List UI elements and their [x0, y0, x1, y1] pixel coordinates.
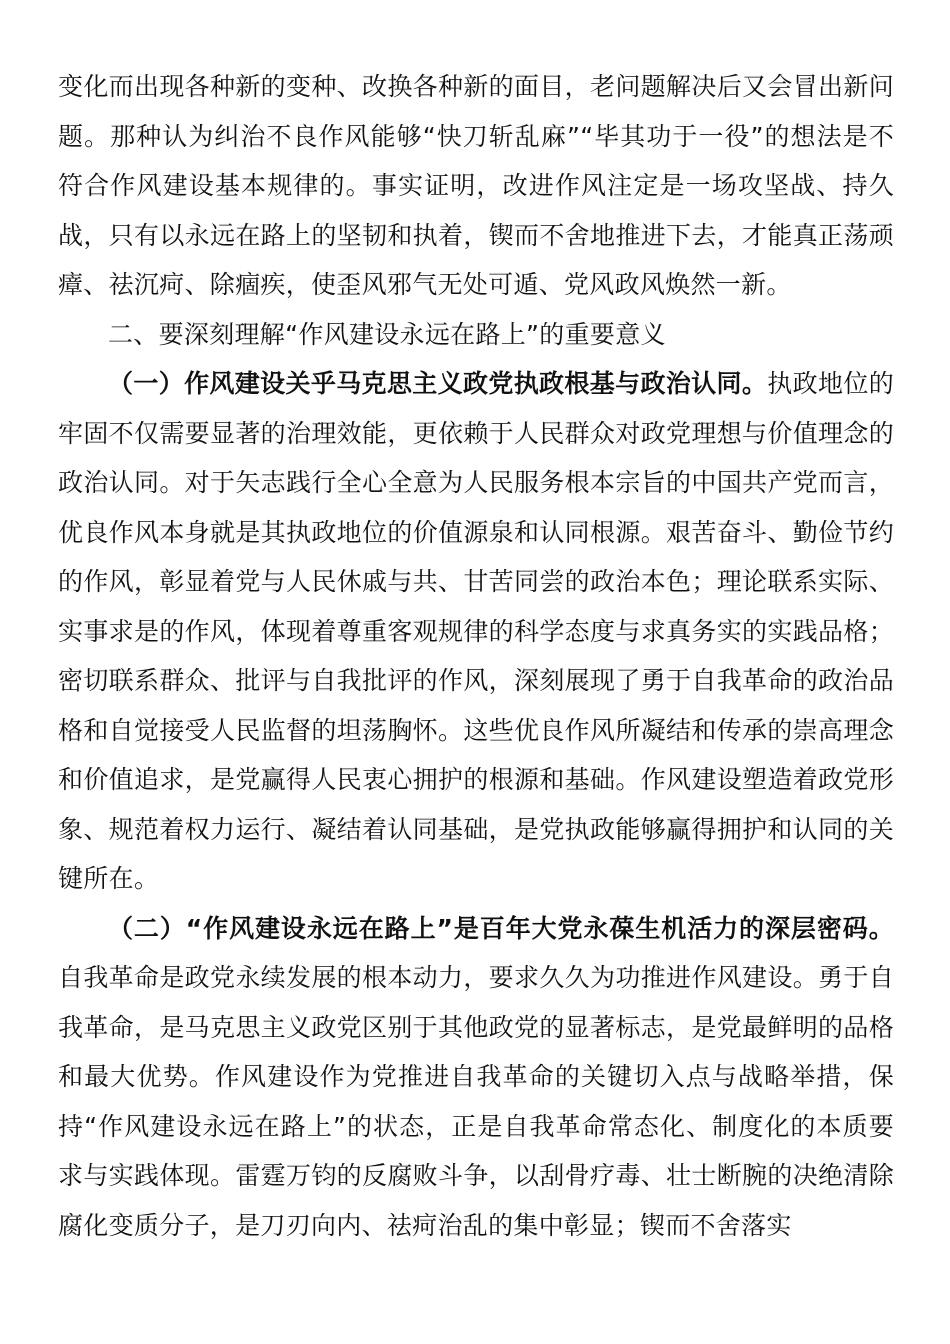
paragraph-subsection-1 [58, 359, 894, 904]
document-page [58, 62, 894, 1250]
subsection-2-title: （二）“作风建设永远在路上”是百年大党永葆生机活力的深层密码。 [108, 913, 894, 943]
subsection-2-body: 自我革命是政党永续发展的根本动力，要求久久为功推进作风建设。勇于自我革命，是马克思主义政党区别于其他政党的显著标志，是党最鲜明的品格和最大优势。作风建设作为党推进自我革命的关键切入点与战略举措，保持“作风建设永远在路上”的状态，正是自我革命常态化、制度化的本质要求与实践体现。雷霆万钧的反腐败斗争，以刮骨疗毒、壮士断腕的决绝清除腐化变质分子，是刀刃向内、祛疴治乱的集中彰显；锲而不舍落实 [58, 963, 894, 1240]
subsection-1-body: 执政地位的牢固不仅需要显著的治理效能，更依赖于人民群众对政党理想与价值理念的政治认同。对于矢志践行全心全意为人民服务根本宗旨的中国共产党而言，优良作风本身就是其执政地位的价值源泉和认同根源。艰苦奋斗、勤俭节约的作风，彰显着党与人民休戚与共、甘苦同尝的政治本色；理论联系实际、实事求是的作风，体现着尊重客观规律的科学态度与求真务实的实践品格；密切联系群众、批评与自我批评的作风，深刻展现了勇于自我革命的政治品格和自觉接受人民监督的坦荡胸怀。这些优良作风所凝结和传承的崇高理念和价值追求，是党赢得人民衷心拥护的根源和基础。作风建设塑造着政党形象、规范着权力运行、凝结着认同基础，是党执政能够赢得拥护和认同的关键所在。 [58, 369, 894, 893]
paragraph-subsection-2 [58, 904, 894, 1251]
paragraph-continuation: 变化而出现各种新的变种、改换各种新的面目，老问题解决后又会冒出新问题。那种认为纠治不良作风能够“快刀斩乱麻”“毕其功于一役”的想法是不符合作风建设基本规律的。事实证明，改进作风注定是一场攻坚战、持久战，只有以永远在路上的坚韧和执着，锲而不舍地推进下去，才能真正荡顽瘴、祛沉疴、除痼疾，使歪风邪气无处可遁、党风政风焕然一新。 [58, 72, 894, 299]
section-heading-2: 二、要深刻理解“作风建设永远在路上”的重要意义 [108, 319, 666, 349]
subsection-1-title: （一）作风建设关乎马克思主义政党执政根基与政治认同。 [108, 369, 768, 398]
